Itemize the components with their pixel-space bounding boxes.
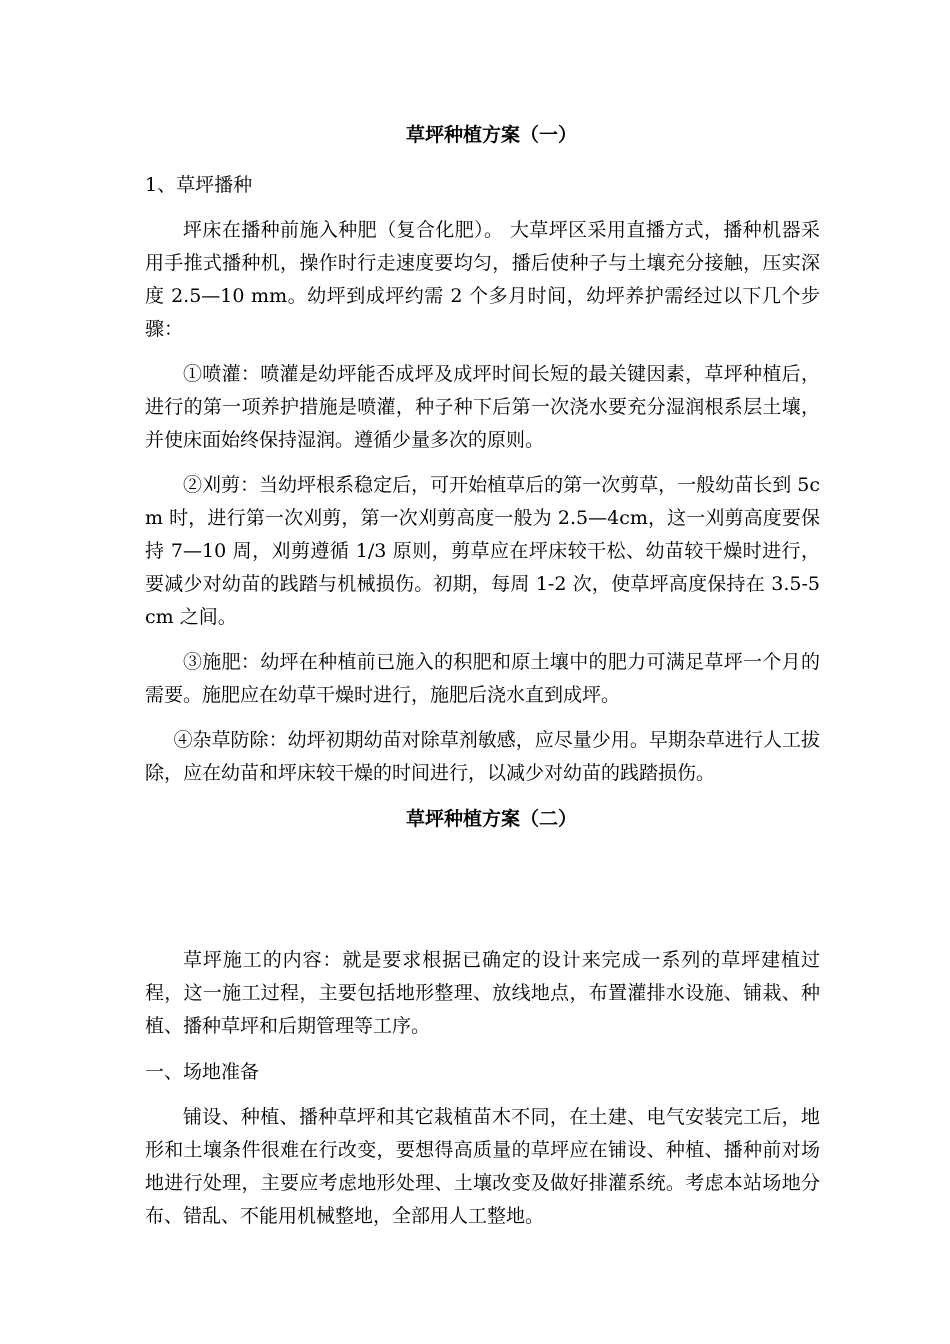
step-weeding: ④杂草防除：幼坪初期幼苗对除草剂敏感，应尽量少用。早期杂草进行人工拔除，应在幼苗和坪床较干燥的时间进行，以减少对幼苗的践踏损伤。 — [145, 729, 820, 784]
section1-intro: 坪床在播种前施入种肥（复合化肥）。 大草坪区采用直播方式，播种机器采用手推式播种机，操作时行走速度要均匀，播后使种子与土壤充分接触，压实深度 2.5—10 mm。幼坪到成坪约需 2 个多月时间，幼坪养护需经过以下几个步骤： — [145, 219, 820, 340]
section1-title: 草坪种植方案（一） — [405, 124, 577, 146]
document-body — [145, 118, 820, 1245]
step-mowing: ②刈剪：当幼坪根系稳定后，可开始植草后的第一次剪草，一般幼苗长到 5cm 时，进行第一次刈剪，第一次刈剪高度一般为 2.5—4cm，这一刈剪高度要保持 7—10 周，刈剪遵循 1/3 原则，剪草应在坪床较干松、幼苗较干燥时进行，要减少对幼苗的践踏与机械损伤。初期，每周 1-2 次，使草坪高度保持在 3.5-5cm 之间。 — [145, 474, 820, 628]
section2-title: 草坪种植方案（二） — [405, 808, 577, 830]
section2-site-prep: 铺设、种植、播种草坪和其它栽植苗木不同，在土建、电气安装完工后，地形和土壤条件很难在行改变，要想得高质量的草坪应在铺设、种植、播种前对场地进行处理，主要应考虑地形处理、土壤改变及做好排灌系统。考虑本站场地分布、错乱、不能用机械整地，全部用人工整地。 — [145, 1106, 820, 1227]
section2-intro: 草坪施工的内容：就是要求根据已确定的设计来完成一系列的草坪建植过程，这一施工过程，主要包括地形整理、放线地点，布置灌排水设施、铺栽、种植、播种草坪和后期管理等工序。 — [145, 949, 820, 1037]
section1-subheading: 1、草坪播种 — [145, 174, 253, 196]
section2-subheading: 一、场地准备 — [145, 1061, 260, 1083]
step-fertilizing: ③施肥：幼坪在种植前已施入的积肥和原土壤中的肥力可满足草坪一个月的需要。施肥应在幼草干燥时进行，施肥后浇水直到成坪。 — [145, 651, 820, 706]
step-watering: ①喷灌：喷灌是幼坪能否成坪及成坪时间长短的最关键因素，草坪种植后，进行的第一项养护措施是喷灌，种子种下后第一次浇水要充分湿润根系层土壤，并使床面始终保持湿润。遵循少量多次的原则。 — [145, 363, 820, 451]
